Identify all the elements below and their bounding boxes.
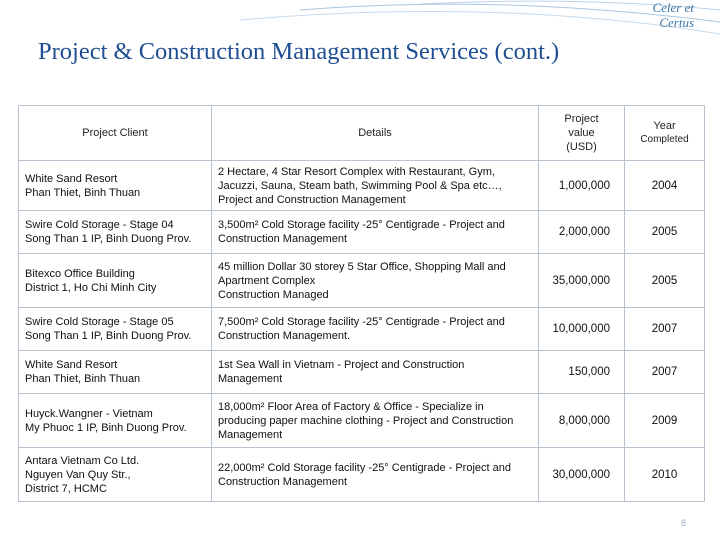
header-year-completed [625, 106, 705, 161]
cell-year: 2004 [625, 161, 705, 211]
table-row [19, 448, 705, 502]
details-line: Project and Construction Management [218, 193, 406, 206]
details-line: 45 million Dollar 30 storey 5 Star Office, Shopping Mall and [218, 260, 506, 273]
cell-client [19, 211, 212, 254]
client-location: Song Than 1 IP, Binh Duong Prov. [25, 233, 192, 245]
details-line: Construction Management [218, 475, 348, 488]
brand-line-1: Celer et [652, 0, 694, 15]
table-row [19, 254, 705, 308]
cell-year: 2005 [625, 254, 705, 308]
details-line: producing paper machine clothing - Project and Construction [218, 414, 514, 427]
details-line: 3,500m² Cold Storage facility -25° Centigrade - Project and [218, 219, 505, 231]
client-location: My Phuoc 1 IP, Binh Duong Prov. [25, 421, 187, 434]
cell-project-value: 2,000,000 [539, 211, 625, 254]
details-line: Construction Managed [218, 288, 329, 301]
cell-client [19, 161, 212, 211]
details-line: 2 Hectare, 4 Star Resort Complex with Restaurant, Gym, [218, 165, 495, 178]
cell-client [19, 351, 212, 394]
header-details: Details [212, 106, 539, 161]
header-project-client: Project Client [19, 106, 212, 161]
details-line: 18,000m² Floor Area of Factory & Office - Specialize in [218, 400, 484, 413]
client-name: White Sand Resort [25, 359, 118, 371]
details-line: Construction Management [218, 233, 348, 245]
brand-line-2: Certus [659, 15, 694, 30]
client-location: District 1, Ho Chi Minh City [25, 281, 157, 294]
cell-year: 2005 [625, 211, 705, 254]
header-year-line-1: Year [653, 120, 676, 132]
cell-project-value: 1,000,000 [539, 161, 625, 211]
cell-details [212, 211, 539, 254]
details-line: Apartment Complex [218, 274, 316, 287]
details-line: 7,500m² Cold Storage facility -25° Centigrade - Project and [218, 316, 505, 328]
header-value-line-3: (USD) [566, 141, 597, 153]
client-name: Bitexco Office Building [25, 267, 135, 280]
cell-details [212, 394, 539, 448]
cell-year: 2007 [625, 308, 705, 351]
cell-details [212, 254, 539, 308]
cell-details [212, 351, 539, 394]
cell-client [19, 254, 212, 308]
table-header-row [19, 106, 705, 161]
details-line: Management [218, 428, 283, 441]
client-location: District 7, HCMC [25, 482, 107, 495]
header-value-line-1: Project [564, 113, 599, 125]
cell-year: 2009 [625, 394, 705, 448]
details-line: Management [218, 373, 283, 385]
page-number: 8 [680, 518, 686, 528]
cell-client [19, 394, 212, 448]
client-location: Phan Thiet, Binh Thuan [25, 186, 141, 199]
client-location: Nguyen Van Quy Str., [25, 468, 131, 481]
cell-year: 2007 [625, 351, 705, 394]
client-name: Antara Vietnam Co Ltd. [25, 454, 140, 467]
cell-project-value: 35,000,000 [539, 254, 625, 308]
client-location: Phan Thiet, Binh Thuan [25, 373, 141, 385]
cell-project-value: 10,000,000 [539, 308, 625, 351]
header-value-line-2: value [568, 127, 595, 139]
cell-details [212, 448, 539, 502]
details-line: Jacuzzi, Sauna, Steam bath, Swimming Pool & Spa etc…, [218, 179, 502, 192]
cell-year: 2010 [625, 448, 705, 502]
page-title: Project & Construction Management Services (cont.) [38, 38, 560, 65]
table-row [19, 161, 705, 211]
details-line: 22,000m² Cold Storage facility -25° Centigrade - Project and [218, 461, 511, 474]
cell-project-value: 30,000,000 [539, 448, 625, 502]
details-line: Construction Management. [218, 330, 351, 342]
client-name: Swire Cold Storage - Stage 05 [25, 316, 174, 328]
cell-project-value: 8,000,000 [539, 394, 625, 448]
header-project-value [539, 106, 625, 161]
cell-details [212, 161, 539, 211]
table-row [19, 351, 705, 394]
details-line: 1st Sea Wall in Vietnam - Project and Construction [218, 359, 465, 371]
cell-project-value: 150,000 [539, 351, 625, 394]
cell-details [212, 308, 539, 351]
table-row [19, 211, 705, 254]
client-name: White Sand Resort [25, 172, 118, 185]
table-row [19, 308, 705, 351]
client-name: Huyck.Wangner - Vietnam [25, 407, 153, 420]
table-row [19, 394, 705, 448]
client-location: Song Than 1 IP, Binh Duong Prov. [25, 330, 192, 342]
cell-client [19, 448, 212, 502]
projects-table [18, 105, 705, 502]
header-year-line-2: Completed [640, 134, 689, 145]
company-logo-text [622, 0, 694, 30]
client-name: Swire Cold Storage - Stage 04 [25, 219, 174, 231]
cell-client [19, 308, 212, 351]
